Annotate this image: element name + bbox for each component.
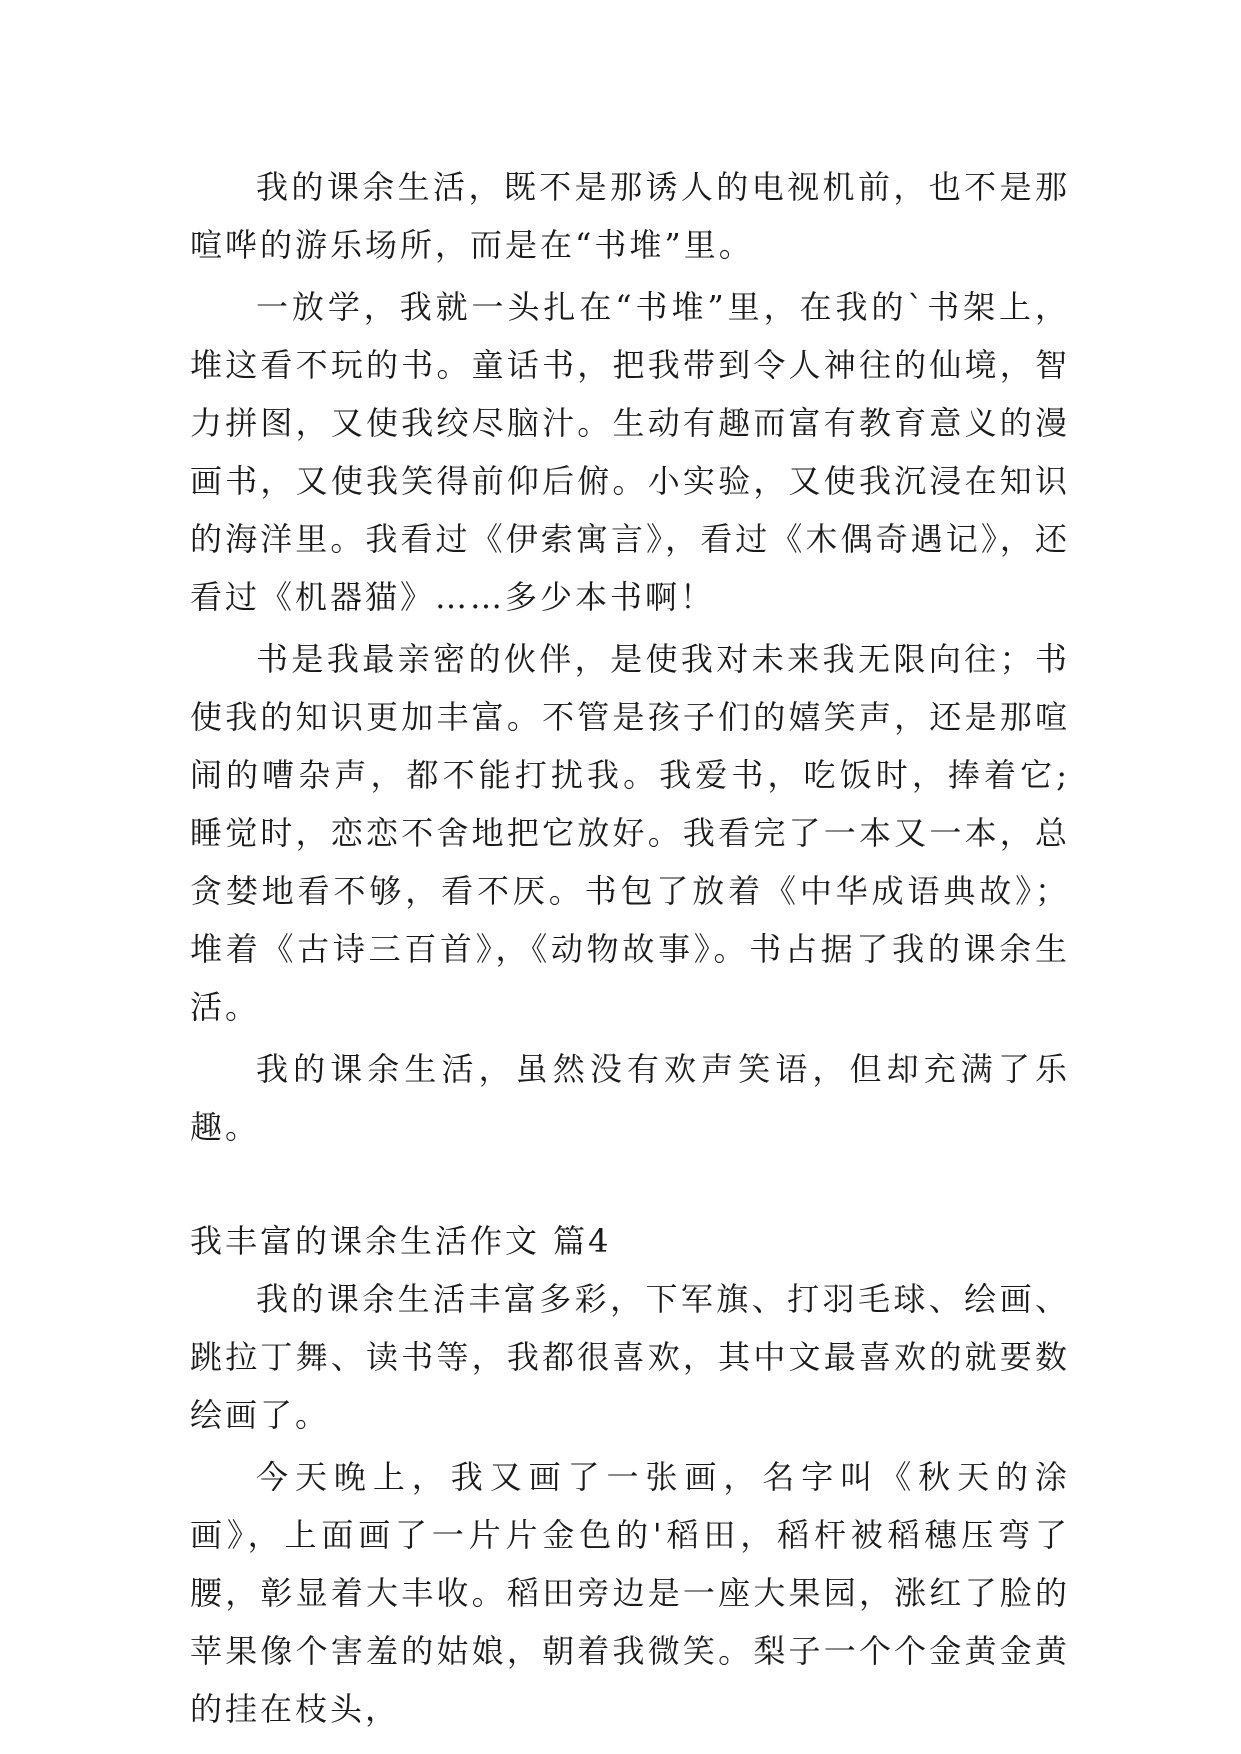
paragraph-3: 书是我最亲密的伙伴，是使我对未来我无限向往；书使我的知识更加丰富。不管是孩子们的嬉笑声，还是那喧闹的嘈杂声，都不能打扰我。我爱书，吃饭时，捧着它;睡觉时，恋恋不舍地把它放好。我看完了一本又一本，总贪婪地看不够，看不厌。书包了放着《中华成语典故》；堆着《古诗三百首》，《动物故事》。书占据了我的课余生活。 <box>190 640 1070 1026</box>
paragraph-2: 一放学，我就一头扎在“书堆”里，在我的`书架上，堆这看不玩的书。童话书，把我带到令人神往的仙境，智力拼图，又使我绞尽脑汁。生动有趣而富有教育意义的漫画书，又使我笑得前仰后俯。小实验，又使我沉浸在知识的海洋里。我看过《伊索寓言》，看过《木偶奇遇记》，还看过《机器猫》……多少本书啊！ <box>190 288 1070 616</box>
paragraph-1: 我的课余生活，既不是那诱人的电视机前，也不是那喧哗的游乐场所，而是在“书堆”里。 <box>190 168 1070 264</box>
paragraph-5: 我的课余生活丰富多彩，下军旗、打羽毛球、绘画、跳拉丁舞、读书等，我都很喜欢，其中文最喜欢的就要数绘画了。 <box>190 1280 1070 1434</box>
document-body <box>190 158 1070 1738</box>
paragraph-6: 今天晚上，我又画了一张画，名字叫《秋天的涂画》，上面画了一片片金色的'稻田，稻杆被稻穗压弯了腰，彰显着大丰收。稻田旁边是一座大果园，涨红了脸的苹果像个害羞的姑娘，朝着我微笑。梨子一个个金黄金黄的挂在枝头， <box>190 1458 1070 1728</box>
paragraph-4: 我的课余生活，虽然没有欢声笑语，但却充满了乐趣。 <box>190 1050 1070 1146</box>
section-heading: 我丰富的课余生活作文 篇4 <box>190 1222 612 1260</box>
